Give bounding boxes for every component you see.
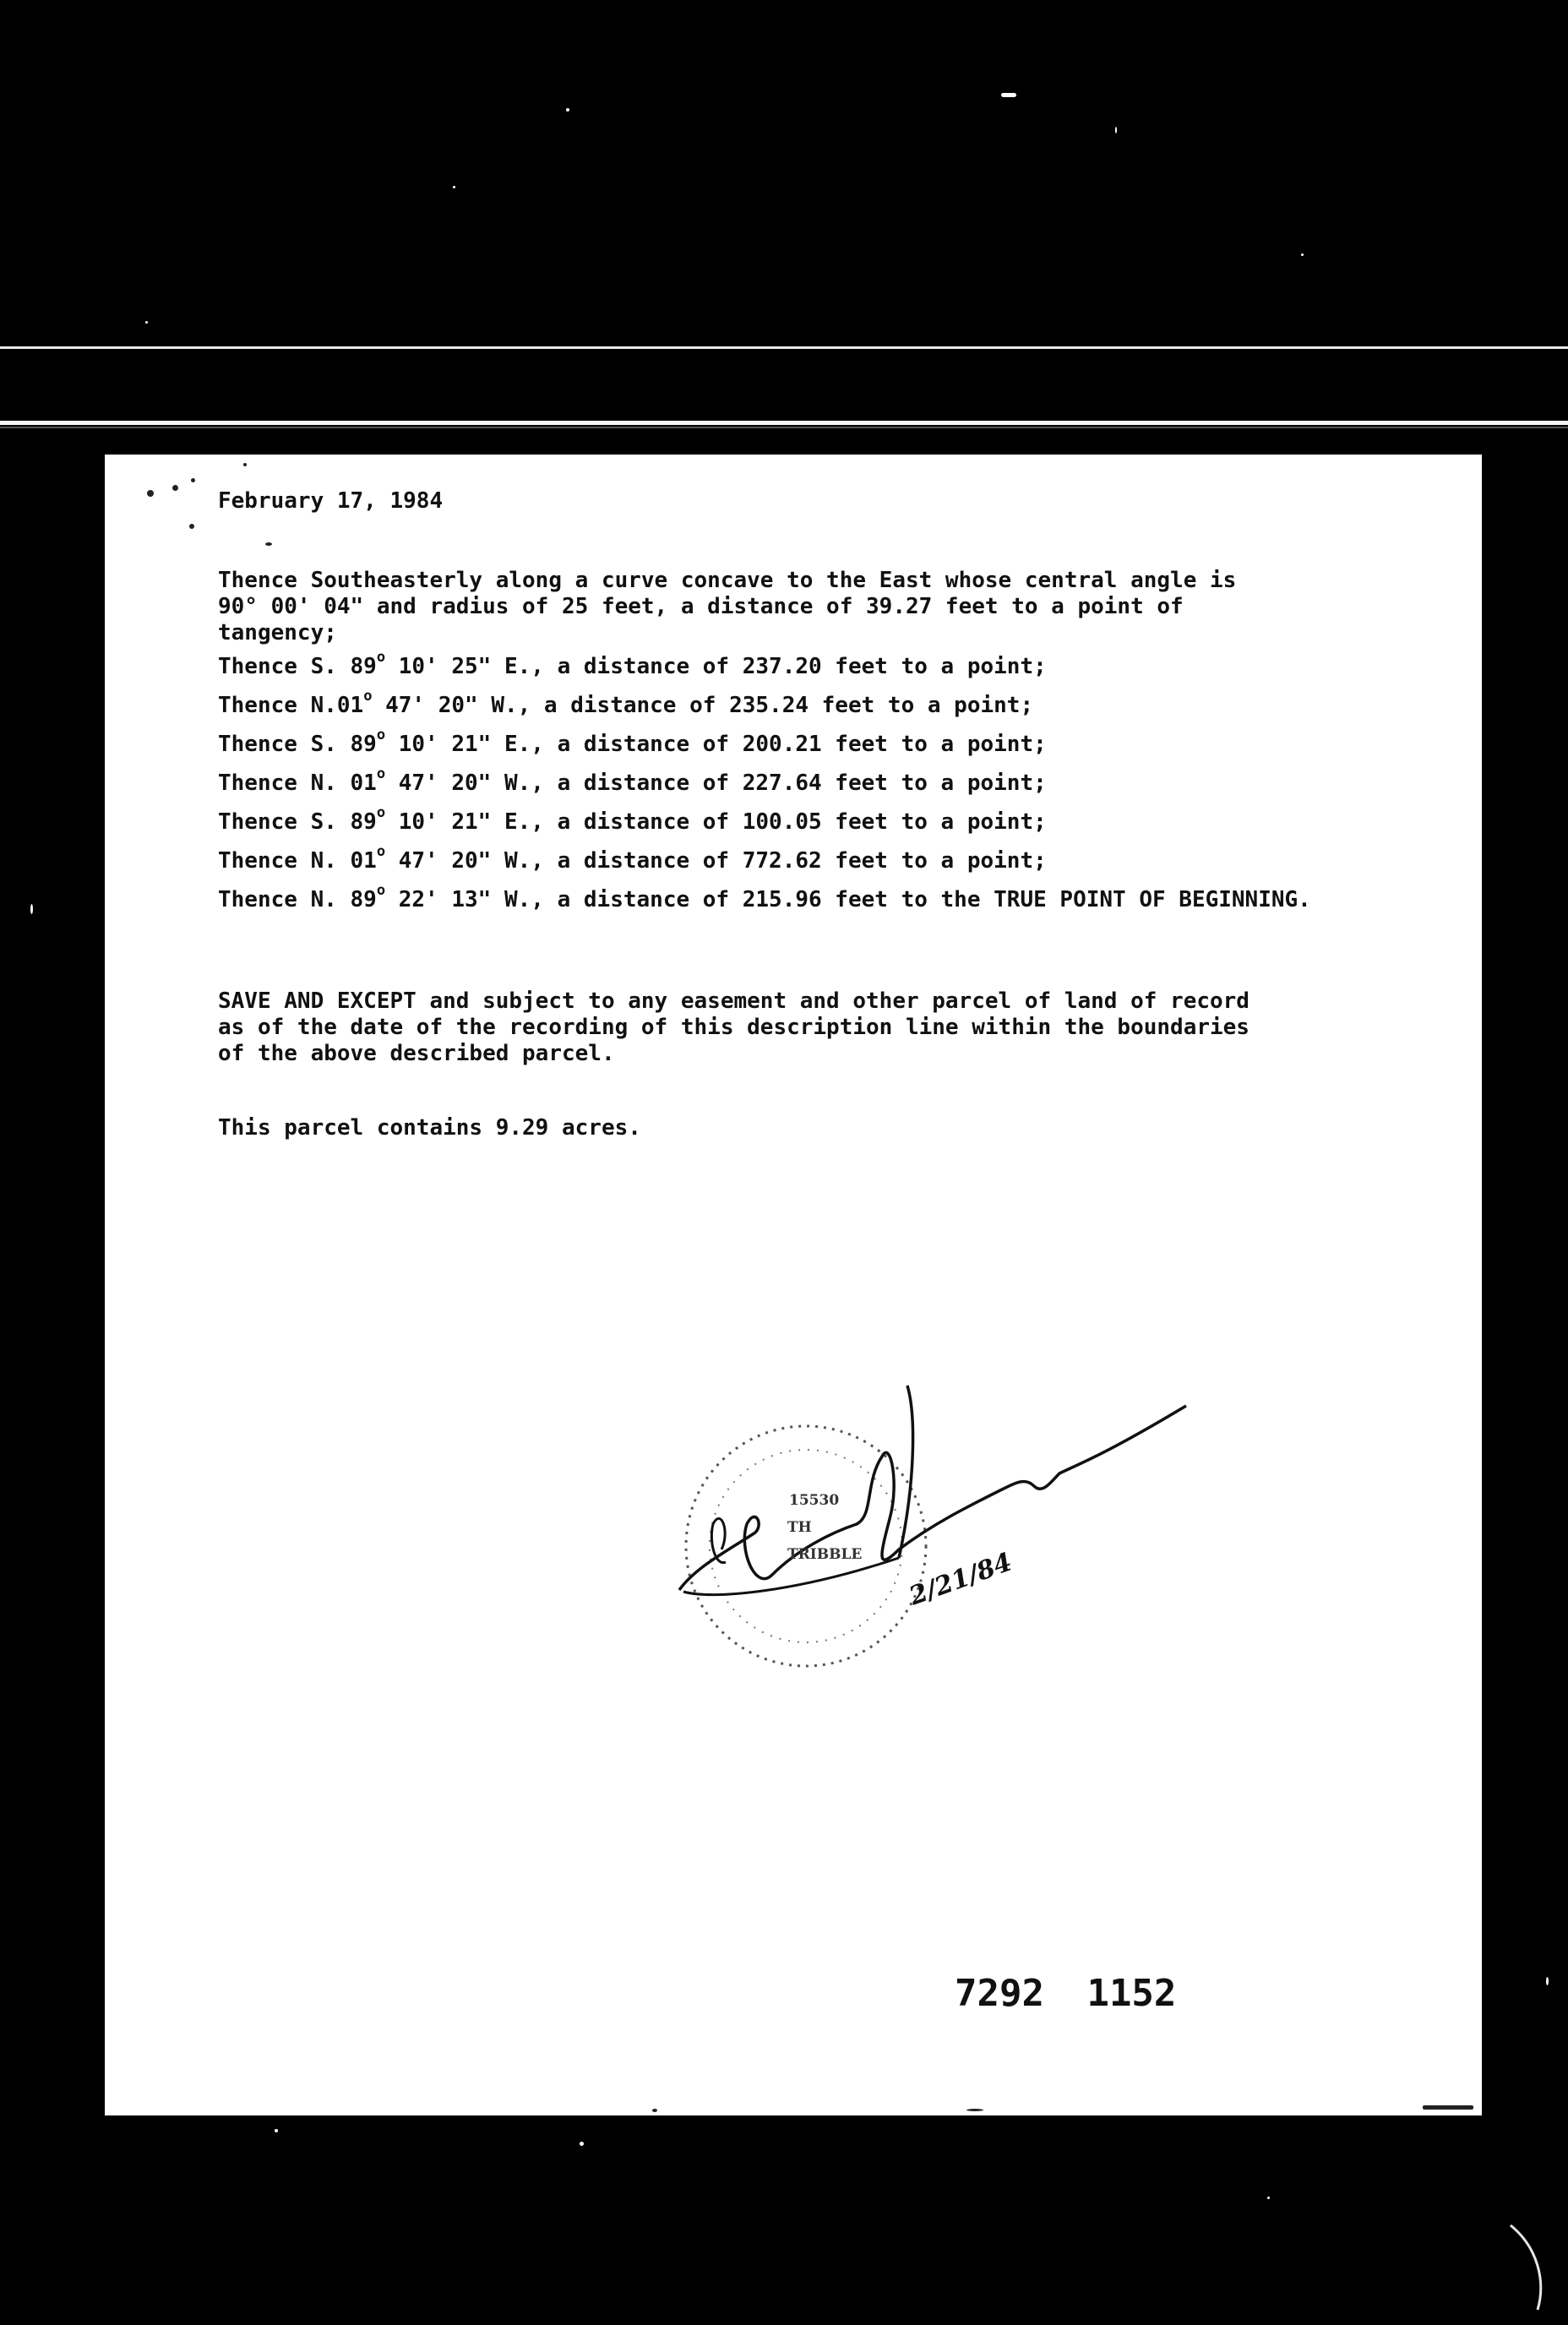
recording-book-page-numbers: 7292 1152 (955, 1972, 1177, 2015)
noise-speck (275, 2129, 278, 2132)
corner-curve-mark (1504, 2222, 1554, 2315)
degree-mark: o (376, 843, 386, 860)
course-detail: 47' 20" W., a distance of 772.62 feet to a point; (385, 848, 1047, 874)
course-line (218, 649, 1047, 679)
document-page (105, 455, 1482, 2115)
scan-line-lower (0, 421, 1568, 425)
noise-speck (1115, 127, 1117, 133)
course-prefix: Thence S. 89 (218, 732, 377, 757)
course-line (218, 688, 1034, 718)
course-line (218, 843, 1047, 874)
noise-speck (243, 463, 247, 466)
seal-surname: TRIBBLE (787, 1546, 863, 1563)
noise-speck (265, 542, 272, 546)
document-date: February 17, 1984 (218, 488, 444, 514)
noise-speck (1001, 93, 1016, 97)
degree-mark: o (376, 727, 386, 743)
degree-mark: o (363, 688, 373, 705)
noise-speck (189, 524, 194, 529)
course-line (218, 804, 1047, 835)
noise-speck (1267, 2197, 1270, 2199)
noise-speck (172, 485, 178, 491)
course-prefix: Thence S. 89 (218, 654, 377, 679)
degree-mark: o (376, 804, 386, 821)
description-line: tangency; (218, 620, 337, 645)
seal-ring-icon (662, 1380, 1203, 1668)
noise-speck (453, 186, 455, 188)
acreage-statement: This parcel contains 9.29 acres. (218, 1115, 641, 1141)
course-line (218, 882, 1311, 912)
course-line (218, 727, 1047, 757)
noise-speck (652, 2109, 657, 2112)
course-prefix: Thence N. 01 (218, 848, 377, 874)
noise-speck (147, 490, 154, 497)
degree-mark: o (376, 765, 386, 782)
noise-speck (145, 321, 148, 324)
course-prefix: Thence N. 01 (218, 770, 377, 796)
noise-speck (30, 904, 33, 914)
course-prefix: Thence S. 89 (218, 809, 377, 835)
seal-number: 15530 (789, 1492, 840, 1509)
description-line: 90° 00' 04" and radius of 25 feet, a distance of 39.27 feet to a point of (218, 594, 1184, 619)
surveyor-seal-and-signature (662, 1380, 1203, 1668)
seal-name-line: TH (787, 1519, 812, 1536)
course-detail: 47' 20" W., a distance of 235.24 feet to a point; (372, 693, 1034, 718)
course-detail: 10' 21" E., a distance of 200.21 feet to a point; (385, 732, 1047, 757)
course-prefix: Thence N. 89 (218, 887, 377, 912)
noise-speck (191, 478, 195, 482)
signature-date: 2/21/84 (905, 1547, 1016, 1612)
noise-speck (580, 2142, 584, 2146)
noise-speck (1423, 2105, 1473, 2110)
course-detail: 22' 13" W., a distance of 215.96 feet to the TRUE POINT OF BEGINNING. (385, 887, 1311, 912)
course-detail: 10' 21" E., a distance of 100.05 feet to a point; (385, 809, 1047, 835)
description-line: Thence Southeasterly along a curve concave to the East whose central angle is (218, 568, 1237, 593)
course-prefix: Thence N.01 (218, 693, 364, 718)
save-except-paragraph: SAVE AND EXCEPT and subject to any easement and other parcel of land of record as of the date of the recording of this description line within the boundaries of the above described parcel. (218, 988, 1250, 1066)
noise-speck (1546, 1977, 1549, 1985)
noise-speck (1301, 253, 1304, 256)
scan-line-top (0, 346, 1568, 349)
degree-mark: o (376, 649, 386, 666)
degree-mark: o (376, 882, 386, 899)
course-detail: 47' 20" W., a distance of 227.64 feet to a point; (385, 770, 1047, 796)
noise-speck (966, 2109, 983, 2111)
scan-line-faint (0, 427, 1568, 428)
course-detail: 10' 25" E., a distance of 237.20 feet to a point; (385, 654, 1047, 679)
noise-speck (566, 108, 569, 112)
course-line (218, 765, 1047, 796)
curve-description (218, 568, 1236, 646)
